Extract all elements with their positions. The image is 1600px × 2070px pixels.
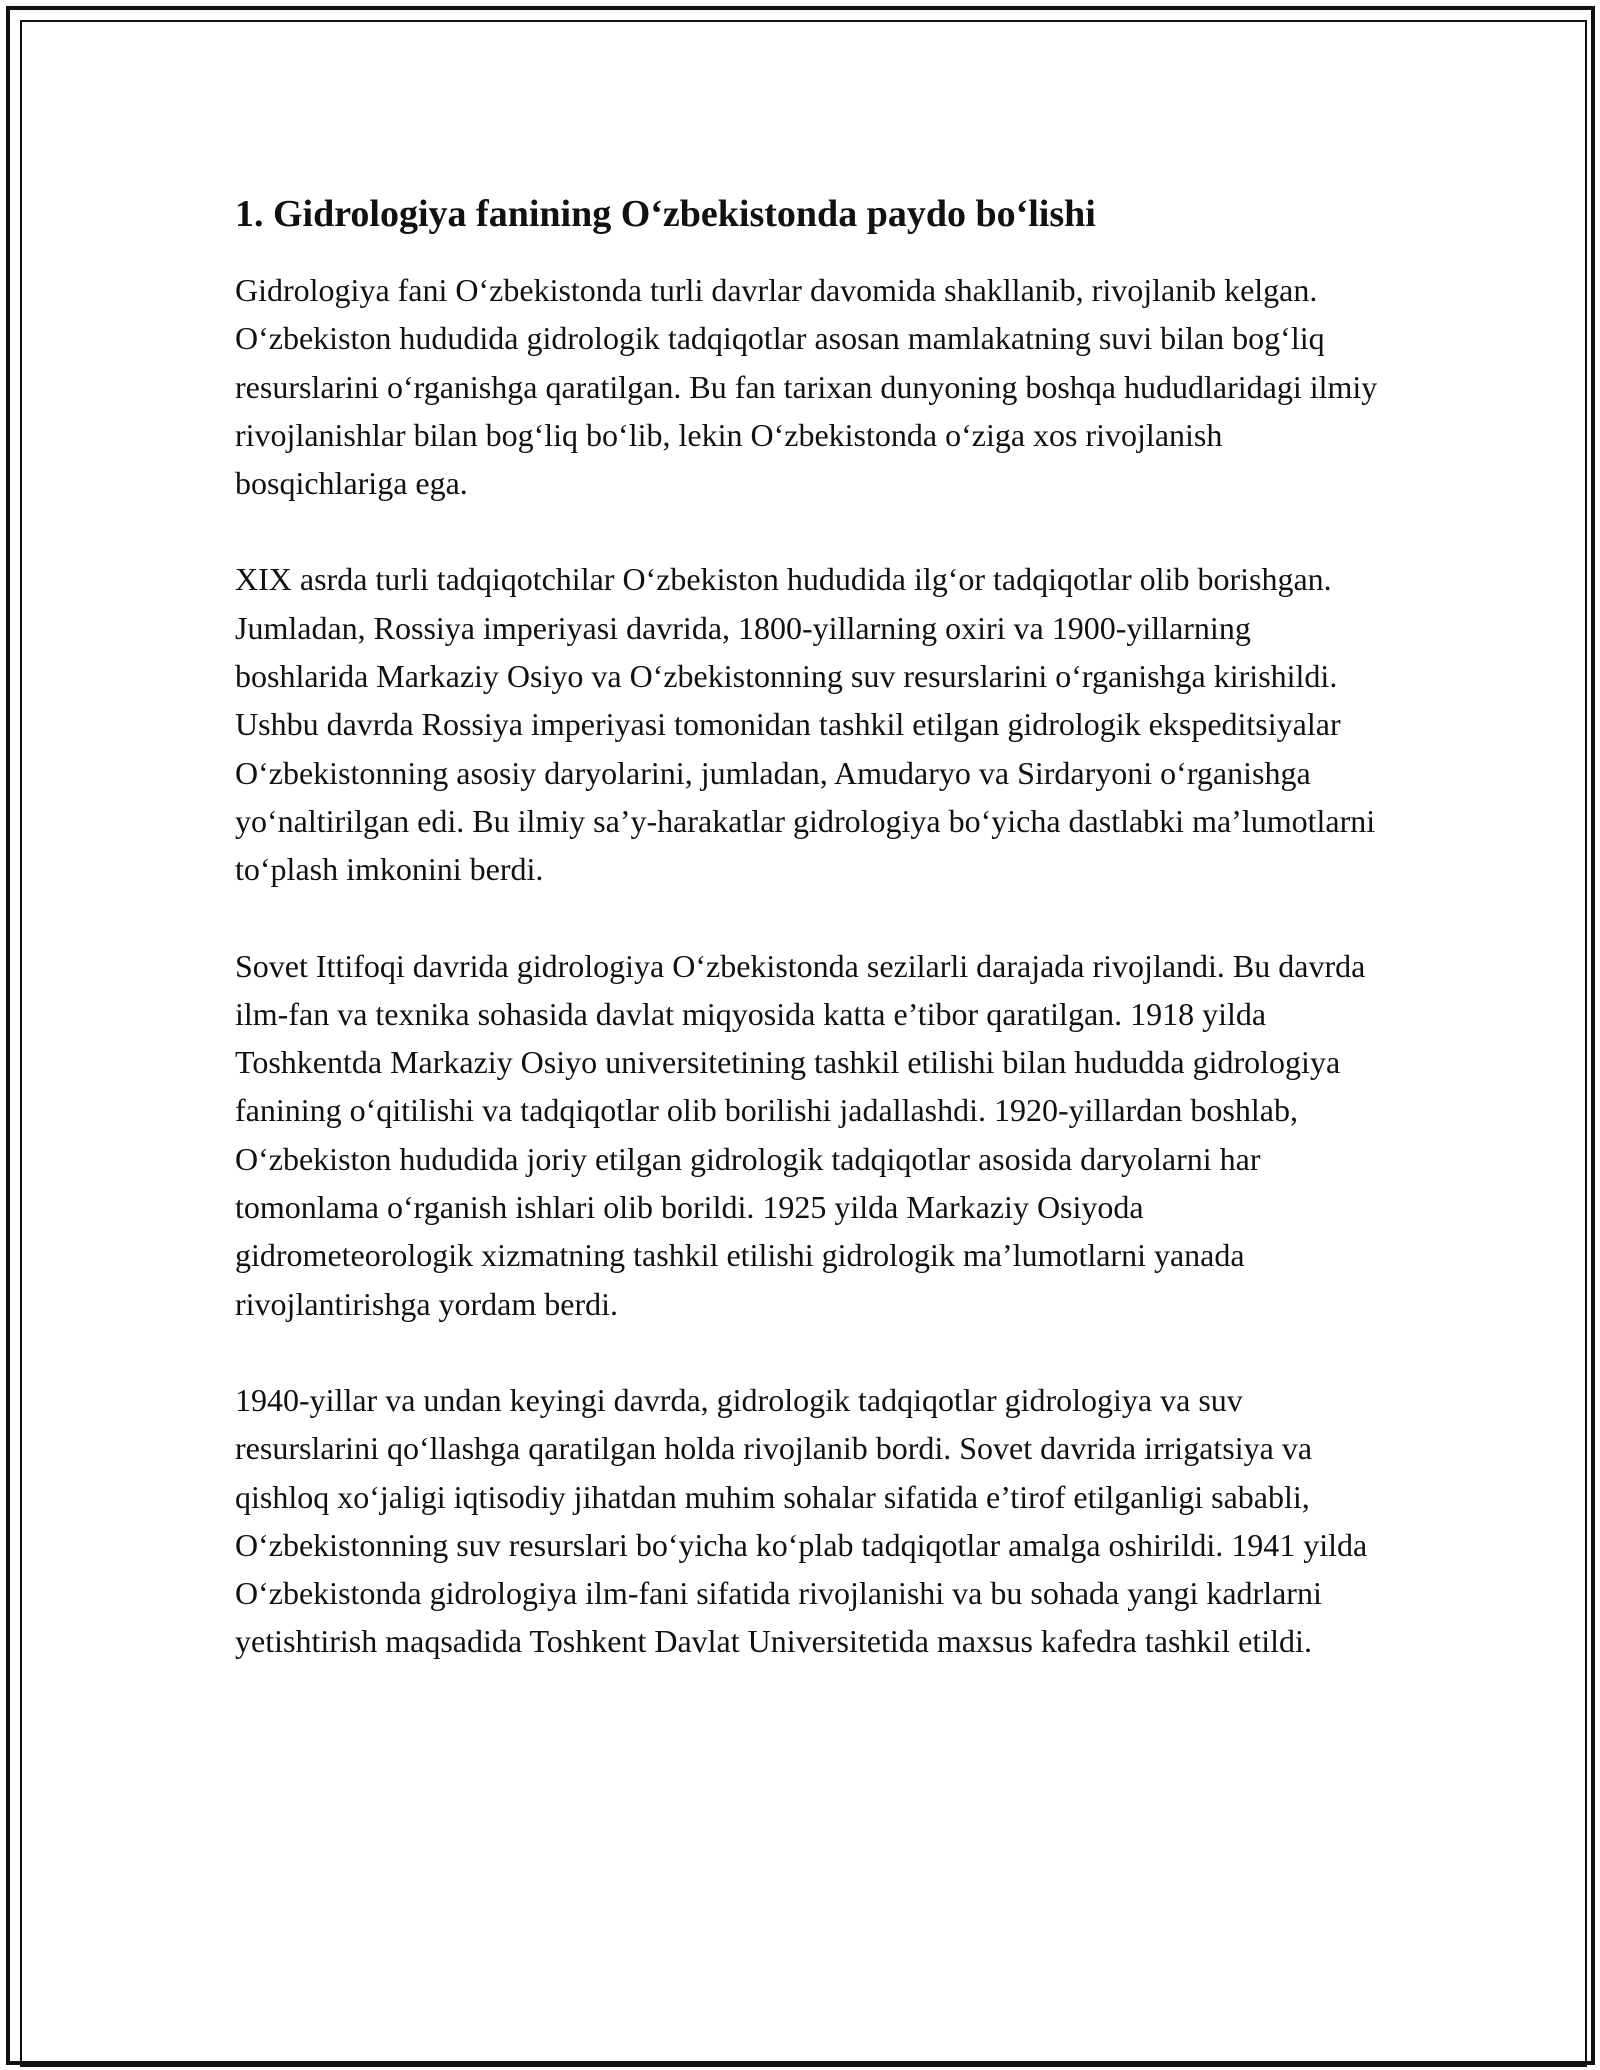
paragraph-soviet-period: Sovet Ittifoqi davrida gidrologiya O‘zbekistonda sezilarli darajada rivojlandi. Bu davrda ilm-fan va texnika sohasida davlat miqyosida katta e’tibor qaratilgan. 1918 yilda Toshkentda Markaziy Osiyo universitetining tashkil etilishi bilan hududda gidrologiya fanining o‘qitilishi va tadqiqotlar olib borilishi jadallashdi. 1920-yillardan boshlab, O‘zbekiston hududida joriy etilgan gidrologik tadqiqotlar asosida daryolarni har tomonlama o‘rganish ishlari olib borildi. 1925 yilda Markaziy Osiyoda gidrometeorologik xizmatning tashkil etilishi gidrologik ma’lumotlarni yanada rivojlantirishga yordam berdi. xyxy=(235,947,1366,1322)
document-body xyxy=(235,190,1385,1714)
section-heading: 1. Gidrologiya fanining O‘zbekistonda paydo bo‘lishi xyxy=(235,193,1096,235)
paragraph-intro: Gidrologiya fani O‘zbekistonda turli davrlar davomida shakllanib, rivojlanib kelgan. O‘zbekiston hududida gidrologik tadqiqotlar asosan mamlakatning suvi bilan bog‘liq resurslarini o‘rganishga qaratilgan. Bu fan tarixan dunyoning boshqa hududlaridagi ilmiy rivojlanishlar bilan bog‘liq bo‘lib, lekin O‘zbekistonda o‘ziga xos rivojlanish bosqichlariga ega. xyxy=(235,272,1378,502)
paragraph-xix-century: XIX asrda turli tadqiqotchilar O‘zbekiston hududida ilg‘or tadqiqotlar olib borishgan. Jumladan, Rossiya imperiyasi davrida, 1800-yillarning oxiri va 1900-yillarning boshlarida Markaziy Osiyo va O‘zbekistonning suv resurslarini o‘rganishga kirishildi. Ushbu davrda Rossiya imperiyasi tomonidan tashkil etilgan gidrologik ekspeditsiyalar O‘zbekistonning asosiy daryolarini, jumladan, Amudaryo va Sirdaryoni o‘rganishga yo‘naltirilgan edi. Bu ilmiy sa’y-harakatlar gidrologiya bo‘yicha dastlabki ma’lumotlarni to‘plash imkonini berdi. xyxy=(235,561,1376,888)
paragraph-1940s: 1940-yillar va undan keyingi davrda, gidrologik tadqiqotlar gidrologiya va suv resurslarini qo‘llashga qaratilgan holda rivojlanib bordi. Sovet davrida irrigatsiya va qishloq xo‘jaligi iqtisodiy jihatdan muhim sohalar sifatida e’tirof etilganligi sababli, O‘zbekistonning suv resurslari bo‘yicha ko‘plab tadqiqotlar amalga oshirildi. 1941 yilda O‘zbekistonda gidrologiya ilm-fani sifatida rivojlanishi va bu sohada yangi kadrlarni yetishtirish maqsadida Toshkent Davlat Universitetida maxsus kafedra tashkil etildi. xyxy=(235,1381,1368,1660)
